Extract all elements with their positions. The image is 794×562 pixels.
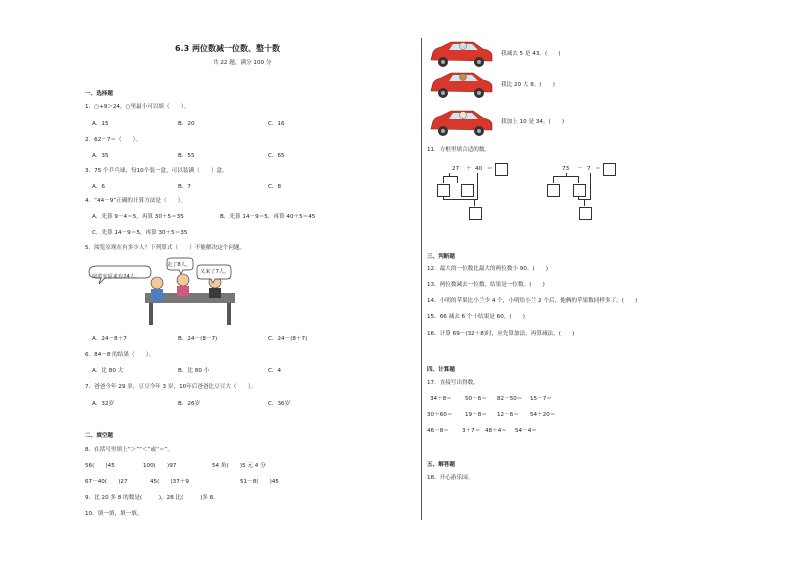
section-heading-fill: 二、填空题 (85, 433, 113, 439)
q11-right-answer-box[interactable] (603, 163, 616, 176)
q8-item-1[interactable]: 56( )45 (85, 463, 115, 469)
q11-left-join-b (477, 173, 478, 199)
q11-left-a: 27 (452, 166, 460, 172)
q5-option-c[interactable]: C．24－(8＋7) (268, 336, 308, 342)
q7-option-a[interactable]: A．32岁 (92, 401, 115, 407)
q11-left-box-2[interactable] (461, 184, 474, 197)
question-7: 7．爸爸今年 29 岁，豆豆今年 3 岁，10年后爸爸比豆豆大（ ）。 (85, 384, 257, 390)
q11-right-drop-1 (553, 176, 554, 183)
q11-right-drop-2 (578, 176, 579, 183)
q2-option-b[interactable]: B．55 (178, 153, 195, 159)
q1-option-b[interactable]: B．20 (178, 121, 195, 127)
question-16: 16．计算 69－(32＋8)时，应先算加法，再算减法。( ) (427, 331, 575, 337)
q8-item-3[interactable]: 54 角( )5 元 4 分 (212, 463, 266, 469)
q11-right-b: 7 (587, 166, 591, 172)
q8-item-4[interactable]: 67－40( )27 (85, 479, 128, 485)
calc-r2-c3: 12－6＝ (497, 412, 519, 418)
calc-r3-c2: 3＋7＝ (462, 428, 481, 434)
q6-option-c[interactable]: C．4 (268, 368, 282, 374)
calc-r3-c3: 48＋4＝ (485, 428, 507, 434)
calc-r1-c1: 34＋8＝ (430, 396, 452, 402)
calc-r2-c1: 30＋60＝ (427, 412, 453, 418)
q11-left-stem (449, 173, 450, 176)
q4-option-a[interactable]: A．先算 9－4＝5，再算 30＋5＝35 (92, 214, 184, 220)
q11-right-join-drop (584, 200, 585, 206)
q2-option-c[interactable]: C．65 (268, 153, 285, 159)
question-2: 2．62－7＝（ ）。 (85, 137, 142, 143)
speech-bubble-left-8: 走了8人。 (167, 262, 192, 268)
calc-r1-c2: 50－6＝ (465, 396, 487, 402)
question-11: 11．方框里填合适的数。 (427, 147, 491, 153)
q4-option-c[interactable]: C．先算 14－9＝5，再算 30＋5＝35 (92, 230, 188, 236)
calc-r2-c4: 54＋20＝ (530, 412, 556, 418)
section-heading-calc: 四、计算题 (427, 367, 455, 373)
car-2-text: 我比 20 大 8。( ) (501, 82, 555, 88)
question-12: 12．最大的一位数比最大的两位数小 90。( ) (427, 266, 549, 272)
section-heading-solve: 五、解答题 (427, 462, 455, 468)
car-1-text: 我减去 5 是 43。( ) (501, 51, 561, 57)
calc-r3-c4: 54－4＝ (515, 428, 537, 434)
speech-bubble-came-7: 又来了7人。 (200, 269, 230, 275)
q5-option-a[interactable]: A．24－8＋7 (92, 336, 127, 342)
question-3: 3．75 个乒乓球，每10个装一盒，可以装满（ ）盒。 (85, 168, 228, 174)
speech-bubble-24: 阅览室原来有24人。 (92, 274, 141, 280)
q3-option-b[interactable]: B．7 (178, 184, 191, 190)
q5-option-b[interactable]: B．24－(8－7) (178, 336, 218, 342)
calc-r2-c2: 19－8＝ (465, 412, 487, 418)
q6-option-b[interactable]: B．比 80 小 (178, 368, 210, 374)
q11-right-branch-line (553, 176, 578, 177)
car-cat-illustration (427, 40, 495, 68)
q11-left-b: 40 (475, 166, 483, 172)
q3-option-c[interactable]: C．8 (268, 184, 282, 190)
question-10: 10．填一填，填一填。 (85, 511, 143, 517)
question-5: 5．阅览室现在有多少人？下列算式（ ）不能解决这个问题。 (85, 245, 246, 251)
q1-option-c[interactable]: C．16 (268, 121, 285, 127)
q11-left-branch-line (443, 176, 457, 177)
section-heading-judge: 三、判断题 (427, 254, 455, 260)
calc-r1-c3: 82－50＝ (497, 396, 523, 402)
q11-left-drop-1 (443, 176, 444, 183)
q11-left-box-3[interactable] (469, 207, 482, 220)
q7-option-c[interactable]: C．36岁 (268, 401, 291, 407)
question-4: 4．“44－9”正确的计算方法是（ ）。 (85, 198, 187, 204)
question-17: 17．直接写出得数。 (427, 380, 479, 386)
question-9: 9．比 20 多 8 的数是( )，28 比( )多 8。 (85, 495, 219, 501)
q11-right-box-3[interactable] (579, 207, 592, 220)
q11-right-eq: ＝ (595, 166, 601, 172)
q8-item-2[interactable]: 100( )97 (143, 463, 177, 469)
car-rabbit-illustration (427, 109, 495, 137)
q1-option-a[interactable]: A．15 (92, 121, 109, 127)
q11-right-join-b (590, 173, 591, 199)
question-18: 18．开心游乐园。 (427, 475, 474, 481)
q11-left-eq: ＝ (487, 166, 493, 172)
q11-left-op: ＋ (466, 166, 472, 172)
q11-right-a: 73 (562, 166, 570, 172)
q2-option-a[interactable]: A．35 (92, 153, 109, 159)
question-8: 8．在括号里填上“＞”“＜”或“＝”。 (85, 447, 174, 453)
q8-item-5[interactable]: 45( )37＋9 (150, 479, 189, 485)
q11-right-box-2[interactable] (573, 184, 586, 197)
q11-left-drop-2 (457, 176, 458, 183)
q3-option-a[interactable]: A．6 (92, 184, 105, 190)
question-14: 14．小明的苹果比小兰少 4 个，小明给小兰 2 个后，他俩的苹果数同样多了。( ) (427, 298, 638, 304)
q4-option-b[interactable]: B．先算 14－9＝5，再算 40＋5＝45 (220, 214, 316, 220)
question-13: 13．两位数减去一位数，结果是一位数。( ) (427, 282, 545, 288)
calc-r1-c4: 15－7＝ (530, 396, 552, 402)
q7-option-b[interactable]: B．26岁 (178, 401, 201, 407)
car-3-text: 我加上 10 是 34。( ) (501, 119, 565, 125)
q11-right-op: － (577, 166, 583, 172)
q11-left-join-drop (474, 200, 475, 206)
q8-item-6[interactable]: 51－8( )45 (240, 479, 279, 485)
q6-option-a[interactable]: A．比 80 大 (92, 368, 124, 374)
q11-left-join-line (443, 199, 478, 200)
q11-left-answer-box[interactable] (495, 163, 508, 176)
page-subtitle: 共 22 题，满分 100 分 (213, 60, 272, 66)
question-1: 1．○+9＞24，○里最小可以填（ ）。 (85, 104, 190, 110)
question-15: 15．66 减去 6 个十结果是 60。( ) (427, 314, 525, 320)
calc-r3-c1: 46－8＝ (427, 428, 449, 434)
column-divider (421, 38, 422, 520)
question-6: 6．84－8 的结果（ ）。 (85, 352, 155, 358)
car-dog-illustration (427, 71, 495, 99)
page-title: 6.3 两位数减一位数、整十数 (175, 44, 280, 53)
section-heading-choice: 一、选择题 (85, 91, 113, 97)
q11-right-box-1[interactable] (547, 184, 560, 197)
